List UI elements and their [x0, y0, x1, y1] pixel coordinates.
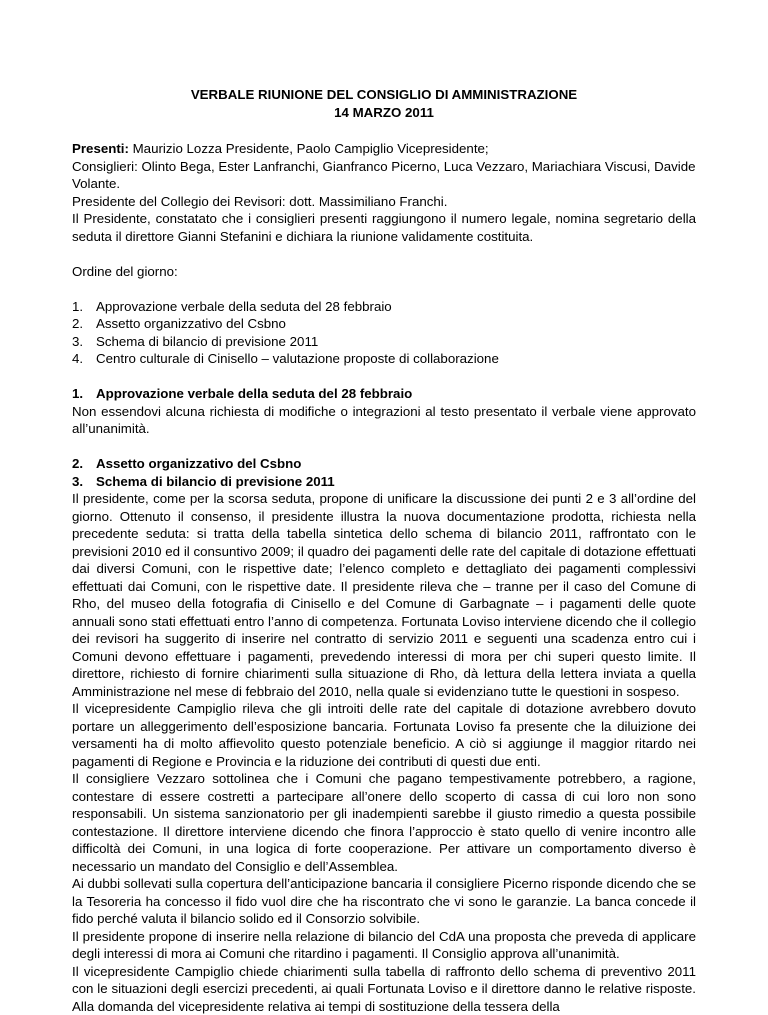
agenda-item	[72, 333, 696, 351]
presenti-text: Maurizio Lozza Presidente, Paolo Campiglio Vicepresidente;	[129, 141, 489, 156]
body-paragraph: Il presidente, come per la scorsa seduta, propone di unificare la discussione dei punti 2 e 3 all’ordine del giorno. Ottenuto il consenso, il presidente illustra la nuova documentazione prodotta, richiesta nella precedente seduta: si tratta della tabella sintetica dello schema di bilancio 2011, raffrontato con le previsioni 2010 ed il consuntivo 2009; il quadro dei pagamenti delle rate del capitale di dotazione effettuati dai diversi Comuni, con le rispettive date; l’elenco completo e dettagliato dei pagamenti complessivi effettuati dai Comuni, con le rispettive date. Il presidente rileva che – tranne per il caso del Comune di Rho, del museo della fotografia di Cinisello e del Comune di Garbagnate – i pagamenti delle quote annuali sono stati effettuati entro l’anno di competenza. Fortunata Loviso interviene dicendo che il collegio dei revisori ha suggerito di inserire nel contratto di servizio 2011 e seguenti una scadenza entro cui i Comuni devono effettuare i pagamenti, prevedendo interessi di mora per chi superi questo limite. Il direttore, richiesto di fornire chiarimenti sulla situazione di Rho, dà lettura della lettera inviata a quella Amministrazione nel mese di febbraio del 2010, nella quale si evidenziano tutte le questioni in sospeso.	[72, 490, 696, 700]
body-paragraph: Il presidente propone di inserire nella relazione di bilancio del CdA una proposta che preveda di applicare degli interessi di mora ai Comuni che ritardino i pagamenti. Il Consiglio approva all’unanimità.	[72, 928, 696, 963]
agenda-item-number: 4.	[72, 350, 96, 368]
agenda-label: Ordine del giorno:	[72, 263, 696, 281]
document-body	[72, 140, 696, 1015]
body-paragraph: Ai dubbi sollevati sulla copertura dell’anticipazione bancaria il consigliere Picerno risponde dicendo che se la Tesoreria ha concesso il fido vuol dire che ha riscontrato che vi sono le garanzie. La banca concede il fido perché valuta il bilancio solido ed il Consorzio solvibile.	[72, 875, 696, 928]
body-paragraph: Il vicepresidente Campiglio chiede chiarimenti sulla tabella di raffronto dello schema di preventivo 2011 con le situazioni degli esercizi precedenti, ai quali Fortunata Loviso e il direttore danno le relative risposte. Alla domanda del vicepresidente relativa ai tempi di sostituzione della tessera della	[72, 963, 696, 1015]
section-1-text: Non essendovi alcuna richiesta di modifiche o integrazioni al testo presentato il verbale viene approvato all’unanimità.	[72, 403, 696, 438]
agenda-list	[72, 298, 696, 368]
intro-paragraph: Il Presidente, constatato che i consiglieri presenti raggiungono il numero legale, nomina segretario della seduta il direttore Gianni Stefanini e dichiara la riunione validamente costituita.	[72, 210, 696, 245]
agenda-item	[72, 350, 696, 368]
section-3-heading	[72, 473, 696, 491]
body-paragraph: Il vicepresidente Campiglio rileva che gli introiti delle rate del capitale di dotazione avrebbero dovuto portare un alleggerimento dell’esposizione bancaria. Fortunata Loviso fa presente che la diluizione dei versamenti ha di molto affievolito questo potenziale beneficio. A ciò si aggiunge il maggior ritardo nei pagamenti di Regione e Provincia e la riduzione dei contributi di questi due enti.	[72, 700, 696, 770]
agenda-item	[72, 298, 696, 316]
consiglieri-line: Consiglieri: Olinto Bega, Ester Lanfranchi, Gianfranco Picerno, Luca Vezzaro, Mariachiara Viscusi, Davide Volante.	[72, 158, 696, 193]
agenda-item-number: 2.	[72, 315, 96, 333]
section-title: Approvazione verbale della seduta del 28 febbraio	[96, 385, 412, 403]
section-number: 1.	[72, 385, 96, 403]
presenti-label: Presenti:	[72, 141, 129, 156]
agenda-item-text: Assetto organizzativo del Csbno	[96, 315, 286, 333]
agenda-item-text: Centro culturale di Cinisello – valutazione proposte di collaborazione	[96, 350, 499, 368]
agenda-item-text: Approvazione verbale della seduta del 28 febbraio	[96, 298, 392, 316]
section-1-heading	[72, 385, 696, 403]
section-number: 3.	[72, 473, 96, 491]
section-title: Assetto organizzativo del Csbno	[96, 455, 301, 473]
collegio-line: Presidente del Collegio dei Revisori: dott. Massimiliano Franchi.	[72, 193, 696, 211]
document-date: 14 MARZO 2011	[0, 104, 768, 122]
agenda-item	[72, 315, 696, 333]
agenda-item-number: 3.	[72, 333, 96, 351]
section-number: 2.	[72, 455, 96, 473]
agenda-item-text: Schema di bilancio di previsione 2011	[96, 333, 318, 351]
body-paragraph: Il consigliere Vezzaro sottolinea che i Comuni che pagano tempestivamente potrebbero, a ragione, contestare di essere costretti a partecipare all’onere dello scoperto di cassa di cui loro non sono responsabili. Un sistema sanzionatorio per gli inadempienti sarebbe il giusto rimedio a questa possibile contestazione. Il direttore interviene dicendo che finora l’approccio è stato quello di venire incontro alle difficoltà dei Comuni, in una logica di forte cooperazione. Per attivare un comportamento diverso è necessario un mandato del Consiglio e dell’Assemblea.	[72, 770, 696, 875]
agenda-item-number: 1.	[72, 298, 96, 316]
section-2-heading	[72, 455, 696, 473]
section-title: Schema di bilancio di previsione 2011	[96, 473, 335, 491]
presenti-line	[72, 140, 696, 158]
document-title: VERBALE RIUNIONE DEL CONSIGLIO DI AMMINISTRAZIONE	[0, 86, 768, 104]
